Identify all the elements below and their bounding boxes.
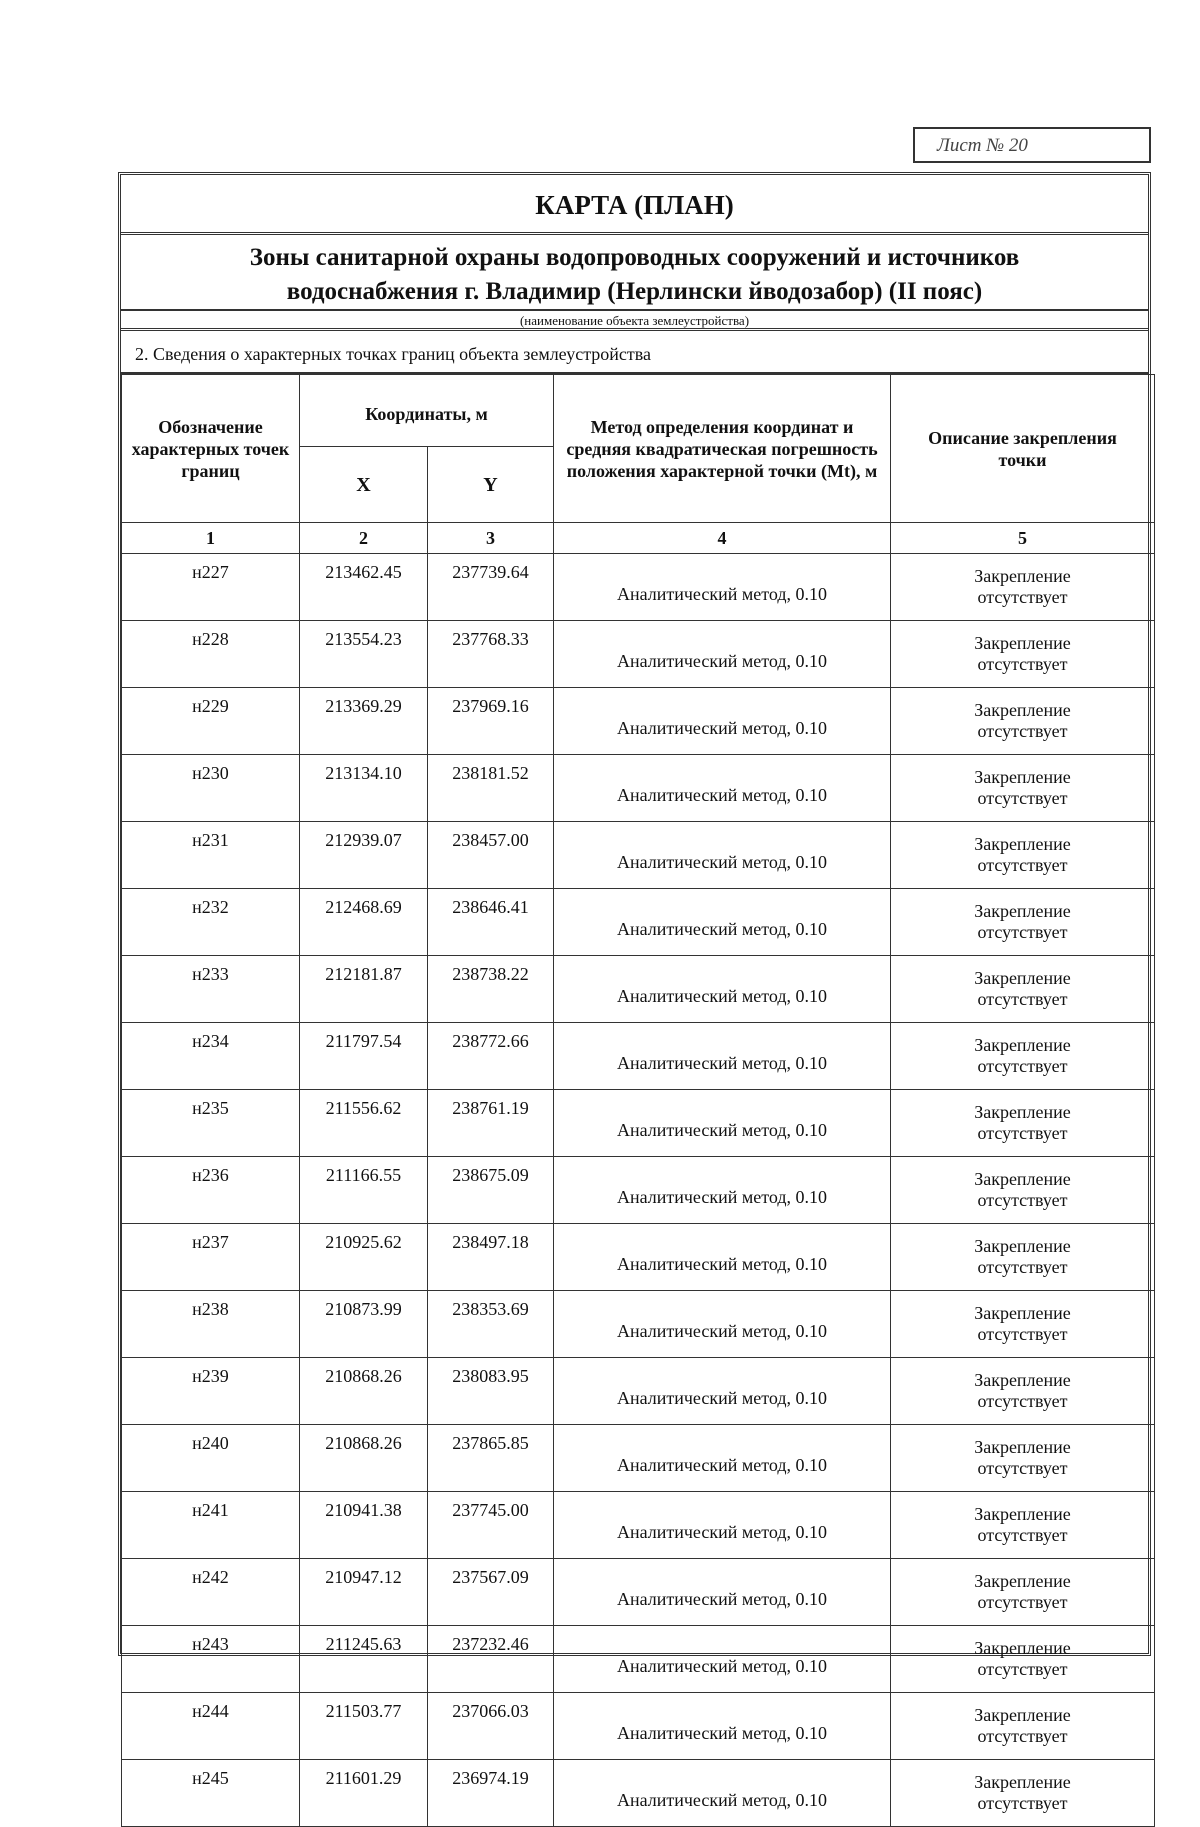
description-line-2: отсутствует bbox=[977, 1793, 1068, 1813]
x-coordinate-cell: 213369.29 bbox=[300, 688, 428, 755]
description-cell bbox=[891, 1157, 1155, 1224]
point-cell: н232 bbox=[122, 889, 300, 956]
table-row bbox=[122, 755, 1155, 822]
header-description: Описание закрепления точки bbox=[891, 375, 1155, 523]
x-coordinate-cell: 212181.87 bbox=[300, 956, 428, 1023]
x-coordinate-cell: 210873.99 bbox=[300, 1291, 428, 1358]
description-line-1: Закрепление bbox=[974, 1437, 1071, 1457]
header-coordinates: Координаты, м bbox=[300, 375, 554, 447]
y-coordinate-cell: 236974.19 bbox=[428, 1760, 554, 1827]
description-line-2: отсутствует bbox=[977, 654, 1068, 674]
x-coordinate-cell: 211556.62 bbox=[300, 1090, 428, 1157]
point-cell: н234 bbox=[122, 1023, 300, 1090]
y-coordinate-cell: 238457.00 bbox=[428, 822, 554, 889]
method-cell: Аналитический метод, 0.10 bbox=[554, 1559, 891, 1626]
x-coordinate-cell: 211166.55 bbox=[300, 1157, 428, 1224]
point-cell: н238 bbox=[122, 1291, 300, 1358]
description-line-1: Закрепление bbox=[974, 633, 1071, 653]
description-line-2: отсутствует bbox=[977, 1391, 1068, 1411]
method-cell: Аналитический метод, 0.10 bbox=[554, 755, 891, 822]
point-cell: н237 bbox=[122, 1224, 300, 1291]
y-coordinate-cell: 238181.52 bbox=[428, 755, 554, 822]
y-coordinate-cell: 237745.00 bbox=[428, 1492, 554, 1559]
x-coordinate-cell: 210868.26 bbox=[300, 1358, 428, 1425]
y-coordinate-cell: 237739.64 bbox=[428, 554, 554, 621]
description-line-2: отсутствует bbox=[977, 989, 1068, 1009]
y-coordinate-cell: 238353.69 bbox=[428, 1291, 554, 1358]
method-cell: Аналитический метод, 0.10 bbox=[554, 1090, 891, 1157]
point-cell: н230 bbox=[122, 755, 300, 822]
table-row bbox=[122, 1023, 1155, 1090]
point-cell: н240 bbox=[122, 1425, 300, 1492]
description-line-1: Закрепление bbox=[974, 1035, 1071, 1055]
description-line-1: Закрепление bbox=[974, 767, 1071, 787]
column-number: 2 bbox=[300, 523, 428, 554]
description-cell bbox=[891, 688, 1155, 755]
method-cell: Аналитический метод, 0.10 bbox=[554, 822, 891, 889]
table-row bbox=[122, 889, 1155, 956]
point-cell: н231 bbox=[122, 822, 300, 889]
table-row bbox=[122, 1291, 1155, 1358]
description-cell bbox=[891, 755, 1155, 822]
description-line-1: Закрепление bbox=[974, 1772, 1071, 1792]
y-coordinate-cell: 237567.09 bbox=[428, 1559, 554, 1626]
y-coordinate-cell: 237768.33 bbox=[428, 621, 554, 688]
description-line-1: Закрепление bbox=[974, 834, 1071, 854]
point-cell: н245 bbox=[122, 1760, 300, 1827]
point-cell: н241 bbox=[122, 1492, 300, 1559]
y-coordinate-cell: 238497.18 bbox=[428, 1224, 554, 1291]
point-cell: н243 bbox=[122, 1626, 300, 1693]
description-line-2: отсутствует bbox=[977, 1257, 1068, 1277]
description-line-2: отсутствует bbox=[977, 1592, 1068, 1612]
table-row bbox=[122, 1090, 1155, 1157]
description-line-1: Закрепление bbox=[974, 1303, 1071, 1323]
description-cell bbox=[891, 1760, 1155, 1827]
point-cell: н235 bbox=[122, 1090, 300, 1157]
table-row bbox=[122, 1693, 1155, 1760]
header-method: Метод определения координат и средняя квадратическая погрешность положения характерной точки (Mt), м bbox=[554, 375, 891, 523]
description-cell bbox=[891, 889, 1155, 956]
method-cell: Аналитический метод, 0.10 bbox=[554, 1492, 891, 1559]
description-line-1: Закрепление bbox=[974, 1571, 1071, 1591]
method-cell: Аналитический метод, 0.10 bbox=[554, 1760, 891, 1827]
description-line-2: отсутствует bbox=[977, 922, 1068, 942]
x-coordinate-cell: 211601.29 bbox=[300, 1760, 428, 1827]
y-coordinate-cell: 238772.66 bbox=[428, 1023, 554, 1090]
column-number: 5 bbox=[891, 523, 1155, 554]
table-row bbox=[122, 956, 1155, 1023]
method-cell: Аналитический метод, 0.10 bbox=[554, 1224, 891, 1291]
object-name bbox=[121, 235, 1148, 311]
method-cell: Аналитический метод, 0.10 bbox=[554, 1425, 891, 1492]
description-line-1: Закрепление bbox=[974, 700, 1071, 720]
x-coordinate-cell: 213134.10 bbox=[300, 755, 428, 822]
description-cell bbox=[891, 1425, 1155, 1492]
sheet-number-box bbox=[913, 127, 1151, 163]
x-coordinate-cell: 211245.63 bbox=[300, 1626, 428, 1693]
y-coordinate-cell: 238761.19 bbox=[428, 1090, 554, 1157]
column-number: 1 bbox=[122, 523, 300, 554]
description-cell bbox=[891, 1626, 1155, 1693]
description-line-2: отсутствует bbox=[977, 587, 1068, 607]
description-cell bbox=[891, 621, 1155, 688]
description-cell bbox=[891, 1358, 1155, 1425]
x-coordinate-cell: 213554.23 bbox=[300, 621, 428, 688]
header-y: Y bbox=[428, 447, 554, 523]
x-coordinate-cell: 212468.69 bbox=[300, 889, 428, 956]
method-cell: Аналитический метод, 0.10 bbox=[554, 1358, 891, 1425]
description-cell bbox=[891, 1492, 1155, 1559]
table-row bbox=[122, 1358, 1155, 1425]
description-cell bbox=[891, 1291, 1155, 1358]
method-cell: Аналитический метод, 0.10 bbox=[554, 1023, 891, 1090]
description-line-2: отсутствует bbox=[977, 1190, 1068, 1210]
table-row bbox=[122, 621, 1155, 688]
description-line-2: отсутствует bbox=[977, 721, 1068, 741]
description-line-2: отсутствует bbox=[977, 788, 1068, 808]
y-coordinate-cell: 238738.22 bbox=[428, 956, 554, 1023]
point-cell: н229 bbox=[122, 688, 300, 755]
description-line-2: отсутствует bbox=[977, 1056, 1068, 1076]
point-cell: н242 bbox=[122, 1559, 300, 1626]
description-line-1: Закрепление bbox=[974, 1638, 1071, 1658]
x-coordinate-cell: 210947.12 bbox=[300, 1559, 428, 1626]
description-cell bbox=[891, 956, 1155, 1023]
table-row bbox=[122, 688, 1155, 755]
description-cell bbox=[891, 1090, 1155, 1157]
table-row bbox=[122, 1157, 1155, 1224]
description-line-2: отсутствует bbox=[977, 1659, 1068, 1679]
point-cell: н227 bbox=[122, 554, 300, 621]
table-row bbox=[122, 1224, 1155, 1291]
object-caption: (наименование объекта землеустройства) bbox=[121, 311, 1148, 331]
x-coordinate-cell: 210868.26 bbox=[300, 1425, 428, 1492]
table-row bbox=[122, 822, 1155, 889]
description-line-2: отсутствует bbox=[977, 1525, 1068, 1545]
method-cell: Аналитический метод, 0.10 bbox=[554, 1157, 891, 1224]
y-coordinate-cell: 238675.09 bbox=[428, 1157, 554, 1224]
description-line-2: отсутствует bbox=[977, 855, 1068, 875]
x-coordinate-cell: 211797.54 bbox=[300, 1023, 428, 1090]
header-x: X bbox=[300, 447, 428, 523]
column-number: 4 bbox=[554, 523, 891, 554]
point-cell: н239 bbox=[122, 1358, 300, 1425]
description-cell bbox=[891, 1559, 1155, 1626]
table-row bbox=[122, 1760, 1155, 1827]
description-line-2: отсутствует bbox=[977, 1458, 1068, 1478]
description-line-2: отсутствует bbox=[977, 1123, 1068, 1143]
x-coordinate-cell: 210941.38 bbox=[300, 1492, 428, 1559]
method-cell: Аналитический метод, 0.10 bbox=[554, 889, 891, 956]
y-coordinate-cell: 238646.41 bbox=[428, 889, 554, 956]
description-cell bbox=[891, 1693, 1155, 1760]
table-row bbox=[122, 1626, 1155, 1693]
method-cell: Аналитический метод, 0.10 bbox=[554, 1291, 891, 1358]
description-line-1: Закрепление bbox=[974, 968, 1071, 988]
y-coordinate-cell: 237969.16 bbox=[428, 688, 554, 755]
x-coordinate-cell: 212939.07 bbox=[300, 822, 428, 889]
description-line-1: Закрепление bbox=[974, 901, 1071, 921]
point-cell: н236 bbox=[122, 1157, 300, 1224]
table-row bbox=[122, 1492, 1155, 1559]
object-name-line-1: Зоны санитарной охраны водопроводных сооружений и источников bbox=[249, 244, 1020, 271]
method-cell: Аналитический метод, 0.10 bbox=[554, 1693, 891, 1760]
description-line-1: Закрепление bbox=[974, 1705, 1071, 1725]
description-cell bbox=[891, 1023, 1155, 1090]
y-coordinate-cell: 238083.95 bbox=[428, 1358, 554, 1425]
description-line-1: Закрепление bbox=[974, 1102, 1071, 1122]
page-title: КАРТА (ПЛАН) bbox=[121, 175, 1148, 235]
section-title: 2. Сведения о характерных точках границ объекта землеустройства bbox=[121, 335, 1148, 374]
description-line-1: Закрепление bbox=[974, 1236, 1071, 1256]
table-row bbox=[122, 1559, 1155, 1626]
table-row bbox=[122, 1425, 1155, 1492]
table-row bbox=[122, 554, 1155, 621]
x-coordinate-cell: 210925.62 bbox=[300, 1224, 428, 1291]
method-cell: Аналитический метод, 0.10 bbox=[554, 1626, 891, 1693]
document-frame bbox=[118, 172, 1151, 1813]
x-coordinate-cell: 213462.45 bbox=[300, 554, 428, 621]
method-cell: Аналитический метод, 0.10 bbox=[554, 956, 891, 1023]
x-coordinate-cell: 211503.77 bbox=[300, 1693, 428, 1760]
point-cell: н244 bbox=[122, 1693, 300, 1760]
y-coordinate-cell: 237066.03 bbox=[428, 1693, 554, 1760]
y-coordinate-cell: 237232.46 bbox=[428, 1626, 554, 1693]
description-cell bbox=[891, 554, 1155, 621]
description-line-2: отсутствует bbox=[977, 1324, 1068, 1344]
method-cell: Аналитический метод, 0.10 bbox=[554, 554, 891, 621]
point-cell: н233 bbox=[122, 956, 300, 1023]
description-line-1: Закрепление bbox=[974, 1370, 1071, 1390]
points-table bbox=[121, 374, 1155, 1827]
description-line-1: Закрепление bbox=[974, 1169, 1071, 1189]
column-number: 3 bbox=[428, 523, 554, 554]
description-cell bbox=[891, 1224, 1155, 1291]
method-cell: Аналитический метод, 0.10 bbox=[554, 621, 891, 688]
object-name-line-2: водоснабжения г. Владимир (Нерлински йводозабор) (II пояс) bbox=[286, 278, 983, 305]
method-cell: Аналитический метод, 0.10 bbox=[554, 688, 891, 755]
description-line-1: Закрепление bbox=[974, 1504, 1071, 1524]
sheet-number: Лист № 20 bbox=[937, 135, 1028, 156]
point-cell: н228 bbox=[122, 621, 300, 688]
description-cell bbox=[891, 822, 1155, 889]
y-coordinate-cell: 237865.85 bbox=[428, 1425, 554, 1492]
description-line-2: отсутствует bbox=[977, 1726, 1068, 1746]
description-line-1: Закрепление bbox=[974, 566, 1071, 586]
header-point: Обозначение характерных точек границ bbox=[122, 375, 300, 523]
